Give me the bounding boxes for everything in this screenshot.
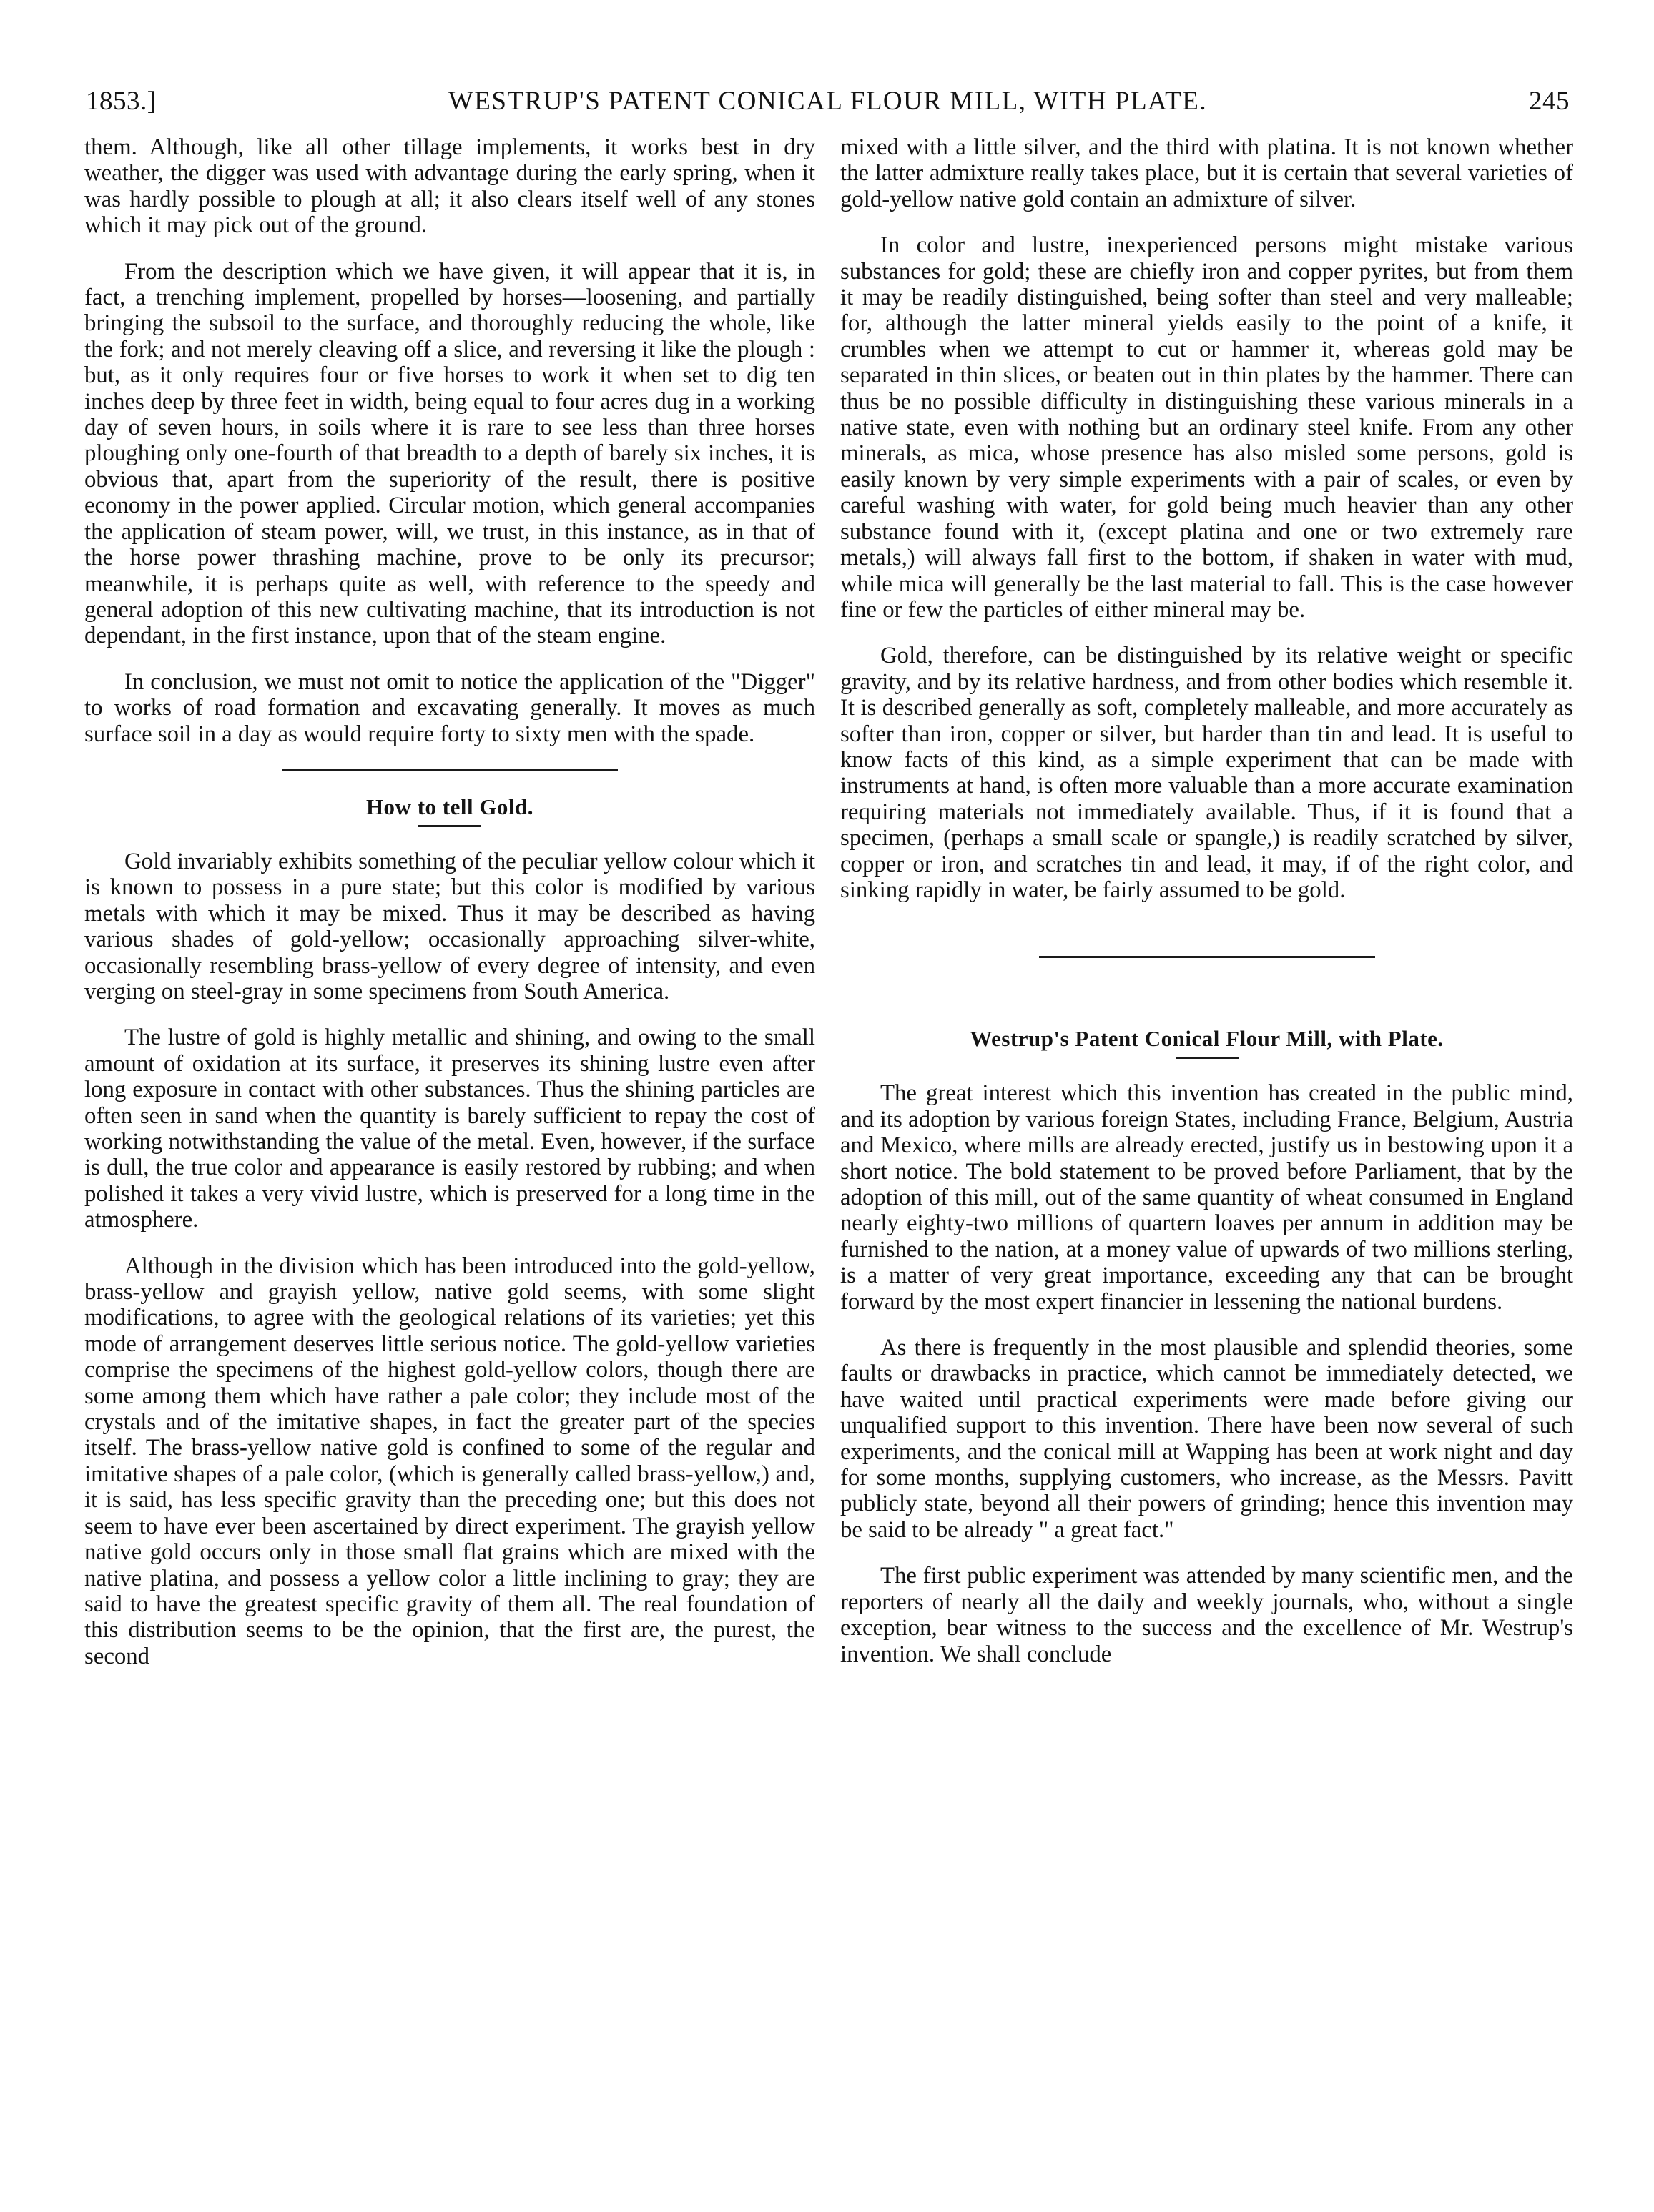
section-heading: Westrup's Patent Conical Flour Mill, with Plate. — [970, 1026, 1444, 1052]
page-number: 245 — [1529, 87, 1570, 116]
heading-underline — [418, 825, 481, 827]
paragraph: them. Although, like all other tillage implements, it works best in dry weather, the digger was used with advantage during the early spring, when it was hardly possible to plough at all; it also clears itself well of any stones which it may pick out of the ground. — [84, 134, 815, 239]
heading-underline — [1176, 1057, 1239, 1059]
header-year: 1853.] — [86, 87, 157, 116]
paragraph: In color and lustre, inexperienced persons might mistake various substances for gold; these are chiefly iron and copper pyrites, but from them it may be readily distinguished, being softer than steel and very malleable; for, although the latter mineral yields easily to the point of a knife, it crumbles when we attempt to cut or hammer it, whereas gold may be separated in thin slices, or beaten out in thin plates by the hammer. There can thus be no possible difficulty in distinguishing these various minerals in a native state, even with nothing but an ordinary steel knife. From any other minerals, as mica, whose presence has also misled some persons, gold is easily known by very simple experiments with a pair of scales, or even by careful washing with water, for gold being much heavier than any other substance found with it, (except platina and one or two extremely rare metals,) will always fall first to the bottom, if shaken in water with mud, while mica will generally be the last material to fall. This is the case however fine or few the particles of either mineral may be. — [840, 232, 1573, 623]
paragraph: The lustre of gold is highly metallic and shining, and owing to the small amount of oxidation at its surface, it preserves its shining lustre even after long exposure in contact with other substances. Thus the shining particles are often seen in sand when the quantity is barely sufficient to repay the cost of working notwithstanding the value of the metal. Even, however, if the surface is dull, the true color and appearance is easily restored by rubbing; and when polished it takes a very vivid lustre, which is preserved for a long time in the atmosphere. — [84, 1024, 815, 1233]
right-column — [840, 134, 1573, 2179]
section-heading: How to tell Gold. — [365, 794, 534, 819]
paragraph: From the description which we have given, it will appear that it is, in fact, a trenching implement, propelled by horses—loosening, and partially bringing the subsoil to the surface, and thoroughly reducing the whole, like the fork; and not merely cleaving off a slice, and reversing it like the plough : but, as it only requires four or five horses to work it when set to dig ten inches deep by three feet in width, being equal to four acres dug in a working day of seven hours, in soils where it is rare to see less than three horses ploughing only one-fourth of that breadth to a depth of barely six inches, it is obvious that, apart from the superiority of the result, there is positive economy in the power applied. Circular motion, which general accompanies the application of steam power, will, we trust, in this instance, as in that of the horse power thrashing machine, prove to be only its precursor; meanwhile, it is perhaps quite as well, with reference to the speedy and general adoption of this new cultivating machine, that its introduction is not dependant, in the first instance, upon that of the steam engine. — [84, 258, 815, 649]
paragraph: As there is frequently in the most plausible and splendid theories, some faults or drawbacks in practice, which cannot be immediately detected, we have waited until practical experiments were made before giving our unqualified support to this invention. There have been now several of such experiments, and the conical mill at Wapping has been at work night and day for some months, supplying customers, who increase, as the Messrs. Pavitt publicly state, beyond all their powers of grinding; hence this invention may be said to be already " a great fact." — [840, 1335, 1573, 1543]
paragraph: mixed with a little silver, and the third with platina. It is not known whether the latter admixture really takes place, but it is certain that several varieties of gold-yellow native gold contain an admixture of silver. — [840, 134, 1573, 212]
paragraph: The first public experiment was attended by many scientific men, and the reporters of nearly all the daily and weekly journals, who, without a single exception, bear witness to the success and the excellence of Mr. Westrup's invention. We shall conclude — [840, 1563, 1573, 1667]
section-divider — [1039, 956, 1375, 958]
paragraph: Although in the division which has been introduced into the gold-yellow, brass-yellow and grayish yellow, native gold seems, with some slight modifications, to agree with the geological relations of its varieties; yet this mode of arrangement deserves little serious notice. The gold-yellow varieties comprise the specimens of the highest gold-yellow colors, though there are some among them which have rather a pale color; they include most of the crystals and of the imitative shapes, in fact the greater part of the species itself. The brass-yellow native gold is confined to some of the regular and imitative shapes of a pale color, (which is generally called brass-yellow,) and, it is said, has less specific gravity than the preceding one; but this does not seem to have ever been ascertained by direct experiment. The grayish yellow native gold occurs only in those small flat grains which are mixed with the native platina, and possess a yellow color a little inclining to gray; they are said to have the greatest specific gravity of them all. The real foundation of this distribution seems to be the opinion, that the first are, the purest, the second — [84, 1253, 815, 1669]
paragraph: Gold, therefore, can be distinguished by its relative weight or specific gravity, and by its relative hardness, and from other bodies which resemble it. It is described generally as soft, completely malleable, and more accurately as softer than iron, copper or silver, but harder than tin and lead. It is useful to know facts of this kind, as a simple experiment that can be made with instruments at hand, is often more valuable than a more accurate examination requiring materials not immediately available. Thus, if it is found that a specimen, (perhaps a small scale or spangle,) is readily scratched by silver, copper or iron, and scratches tin and lead, it may, if of the right color, and sinking rapidly in water, be fairly assumed to be gold. — [840, 643, 1573, 903]
header-title: WESTRUP'S PATENT CONICAL FLOUR MILL, WITH PLATE. — [448, 87, 1208, 116]
paragraph: Gold invariably exhibits something of the peculiar yellow colour which it is known to possess in a pure state; but this color is modified by various metals with which it may be mixed. Thus it may be described as having various shades of gold-yellow; occasionally approaching silver-white, occasionally resembling brass-yellow of every degree of intensity, and even verging on steel-gray in some specimens from South America. — [84, 848, 815, 1004]
paragraph: The great interest which this invention has created in the public mind, and its adoption by various foreign States, including France, Belgium, Austria and Mexico, where mills are already erected, justify us in bestowing upon it a short notice. The bold statement to be proved before Parliament, that by the adoption of this mill, out of the same quantity of wheat consumed in England nearly eighty-two millions of quartern loaves per annum in addition may be furnished to the nation, at a money value of upwards of two millions sterling, is a matter of very great importance, exceeding any that can be brought forward by the most expert financier in lessening the national burdens. — [840, 1080, 1573, 1315]
running-header — [86, 77, 1570, 120]
left-column — [84, 134, 815, 2179]
paragraph: In conclusion, we must not omit to notice the application of the "Digger" to works of road formation and excavating generally. It moves as much surface soil in a day as would require forty to sixty men with the spade. — [84, 668, 815, 747]
section-divider — [282, 769, 618, 771]
